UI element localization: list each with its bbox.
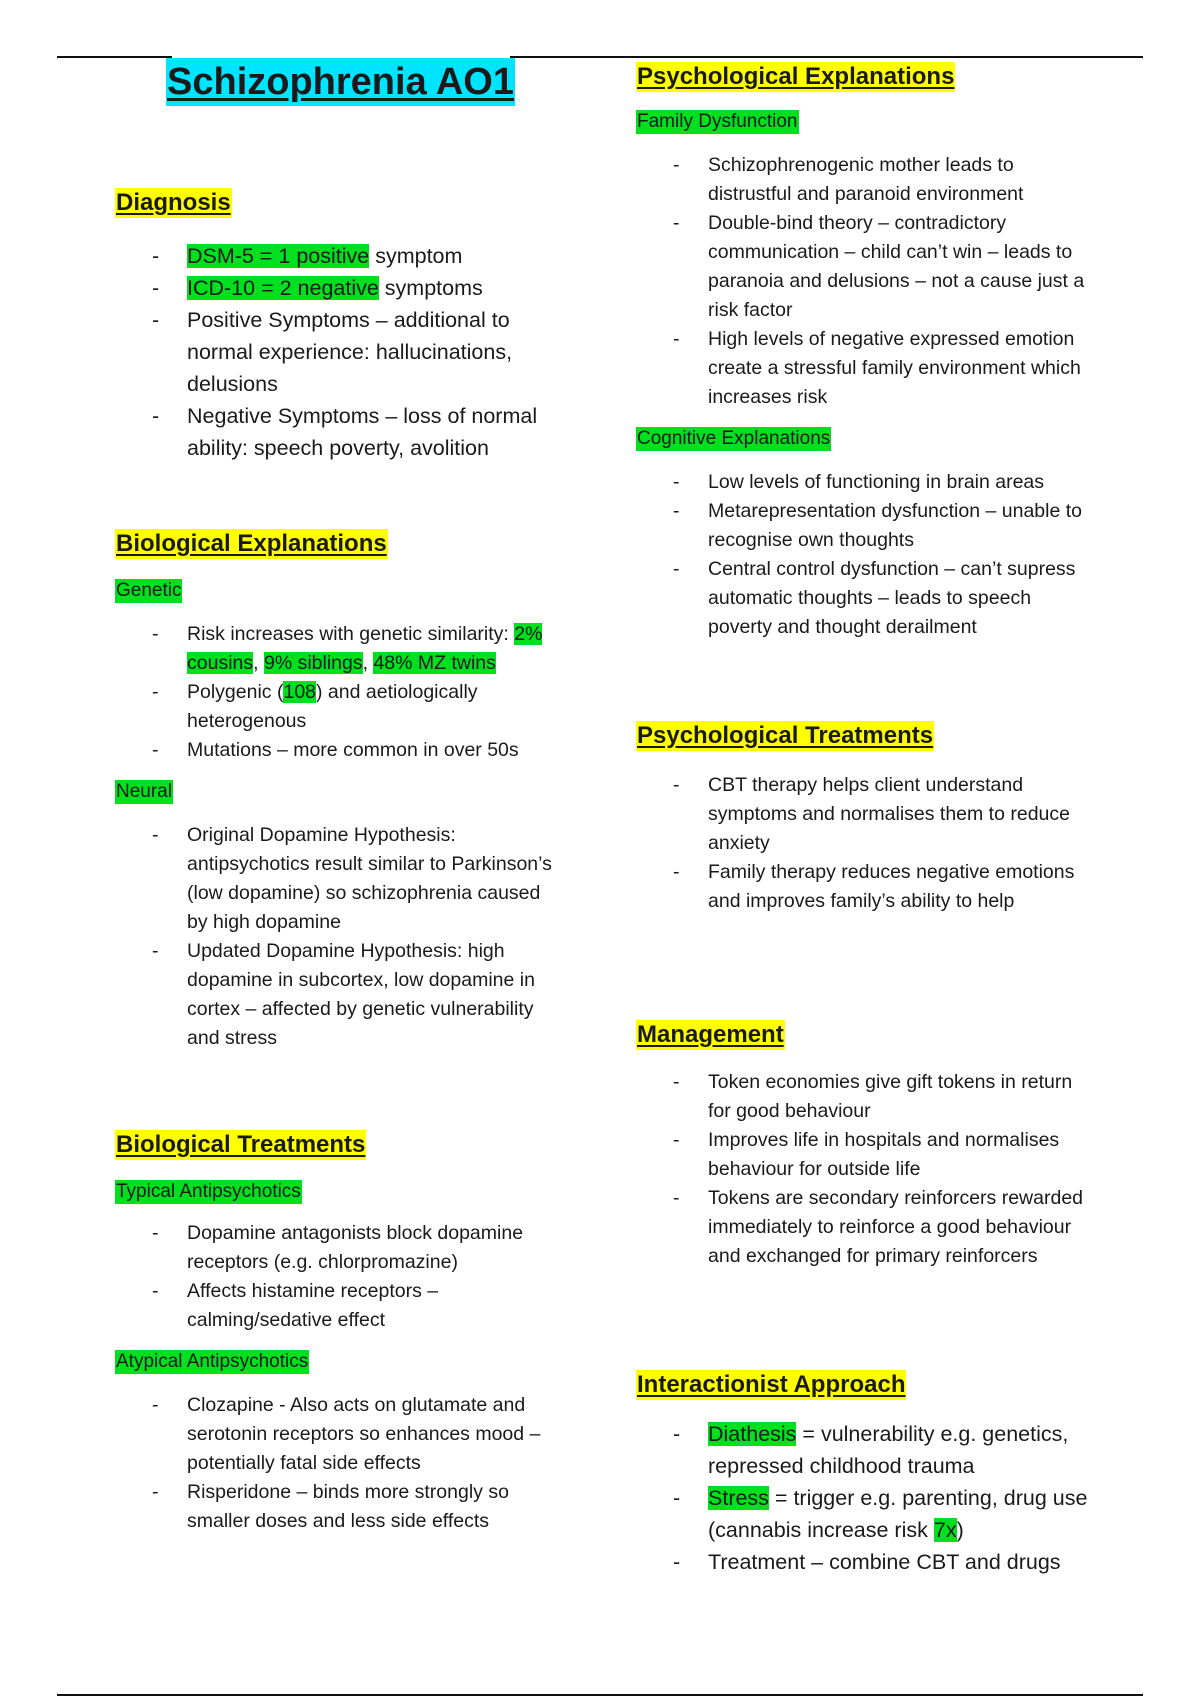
family-dysfunction-list xyxy=(636,151,1096,412)
list-item: - Clozapine - Also acts on glutamate and serotonin receptors so enhances mood – potentially fatal side effects xyxy=(115,1391,565,1478)
list-item: - Stress = trigger e.g. parenting, drug use (cannabis increase risk 7x) xyxy=(636,1482,1096,1546)
neural-subheading: Neural xyxy=(116,781,172,802)
typical-antipsychotics-list xyxy=(115,1219,565,1335)
list-item: - Risperidone – binds more strongly so smaller doses and less side effects xyxy=(115,1478,565,1536)
page-title: Schizophrenia AO1 xyxy=(166,58,515,106)
atypical-antipsychotics-list xyxy=(115,1391,565,1536)
list-item: - High levels of negative expressed emotion create a stressful family environment which increases risk xyxy=(636,325,1096,412)
interactionist-list xyxy=(636,1418,1096,1578)
highlight: 48% MZ twins xyxy=(373,652,496,674)
list-item: - Tokens are secondary reinforcers rewarded immediately to reinforce a good behaviour and exchanged for primary reinforcers xyxy=(636,1184,1096,1271)
biological-explanations-heading: Biological Explanations xyxy=(116,530,387,557)
list-item: - Original Dopamine Hypothesis: antipsychotics result similar to Parkinson’s (low dopamine) so schizophrenia caused by high dopamine xyxy=(115,821,565,937)
highlight: ICD-10 = 2 negative xyxy=(187,276,379,300)
highlight: 2% cousins xyxy=(187,623,543,674)
neural-list xyxy=(115,821,565,1053)
management-section xyxy=(636,1020,1096,1271)
diagnosis-heading: Diagnosis xyxy=(116,189,231,216)
list-item: - Schizophrenogenic mother leads to distrustful and paranoid environment xyxy=(636,151,1096,209)
list-item: - Mutations – more common in over 50s xyxy=(115,736,565,765)
diagnosis-section xyxy=(115,188,565,464)
atypical-antipsychotics-subheading: Atypical Antipsychotics xyxy=(116,1351,309,1372)
interactionist-approach-heading: Interactionist Approach xyxy=(637,1371,906,1398)
top-rule-right xyxy=(510,56,1143,58)
psychological-explanations-heading: Psychological Explanations xyxy=(637,63,955,90)
genetic-list xyxy=(115,620,565,765)
highlight: Stress xyxy=(708,1486,769,1510)
list-item: - Dopamine antagonists block dopamine receptors (e.g. chlorpromazine) xyxy=(115,1219,565,1277)
family-dysfunction-subheading: Family Dysfunction xyxy=(637,111,798,132)
management-heading: Management xyxy=(637,1021,784,1048)
diagnosis-list xyxy=(115,240,565,464)
typical-antipsychotics-subheading: Typical Antipsychotics xyxy=(116,1181,301,1202)
management-list xyxy=(636,1068,1096,1271)
psychological-treatments-section xyxy=(636,721,1096,916)
highlight: DSM-5 = 1 positive xyxy=(187,244,370,268)
interactionist-approach-section xyxy=(636,1370,1096,1578)
list-item: - ICD-10 = 2 negative symptoms xyxy=(115,272,565,304)
list-item: - Diathesis = vulnerability e.g. genetics, repressed childhood trauma xyxy=(636,1418,1096,1482)
list-item: - Token economies give gift tokens in return for good behaviour xyxy=(636,1068,1096,1126)
list-item: - Affects histamine receptors – calming/sedative effect xyxy=(115,1277,565,1335)
cognitive-explanations-subheading: Cognitive Explanations xyxy=(637,428,831,449)
top-rule-left xyxy=(57,56,172,58)
psychological-treatments-list xyxy=(636,771,1096,916)
biological-treatments-heading: Biological Treatments xyxy=(116,1131,366,1158)
highlight: Diathesis xyxy=(708,1422,797,1446)
cognitive-explanations-list xyxy=(636,468,1096,642)
biological-explanations-section xyxy=(115,529,565,1053)
genetic-subheading: Genetic xyxy=(116,580,182,601)
highlight: 108 xyxy=(283,681,317,703)
list-item: - DSM-5 = 1 positive symptom xyxy=(115,240,565,272)
list-item: - Family therapy reduces negative emotions and improves family’s ability to help xyxy=(636,858,1096,916)
list-item: - Updated Dopamine Hypothesis: high dopamine in subcortex, low dopamine in cortex – affected by genetic vulnerability and stress xyxy=(115,937,565,1053)
list-item: - Improves life in hospitals and normalises behaviour for outside life xyxy=(636,1126,1096,1184)
list-item: - Positive Symptoms – additional to normal experience: hallucinations, delusions xyxy=(115,304,565,400)
list-item: - Treatment – combine CBT and drugs xyxy=(636,1546,1096,1578)
list-item: - Central control dysfunction – can’t supress automatic thoughts – leads to speech poverty and thought derailment xyxy=(636,555,1096,642)
psychological-treatments-heading: Psychological Treatments xyxy=(637,722,934,749)
highlight: 9% siblings xyxy=(263,652,363,674)
list-item: - CBT therapy helps client understand symptoms and normalises them to reduce anxiety xyxy=(636,771,1096,858)
highlight: 7x xyxy=(933,1518,957,1542)
list-item: - Polygenic (108) and aetiologically heterogenous xyxy=(115,678,565,736)
bottom-rule xyxy=(57,1694,1143,1696)
biological-treatments-section xyxy=(115,1130,565,1536)
list-item: - Low levels of functioning in brain areas xyxy=(636,468,1096,497)
list-item: - Negative Symptoms – loss of normal ability: speech poverty, avolition xyxy=(115,400,565,464)
list-item: - Risk increases with genetic similarity: 2% cousins, 9% siblings, 48% MZ twins xyxy=(115,620,565,678)
psychological-explanations-section xyxy=(636,62,1096,642)
list-item: - Metarepresentation dysfunction – unable to recognise own thoughts xyxy=(636,497,1096,555)
list-item: - Double-bind theory – contradictory communication – child can’t win – leads to paranoia and delusions – not a cause just a risk factor xyxy=(636,209,1096,325)
